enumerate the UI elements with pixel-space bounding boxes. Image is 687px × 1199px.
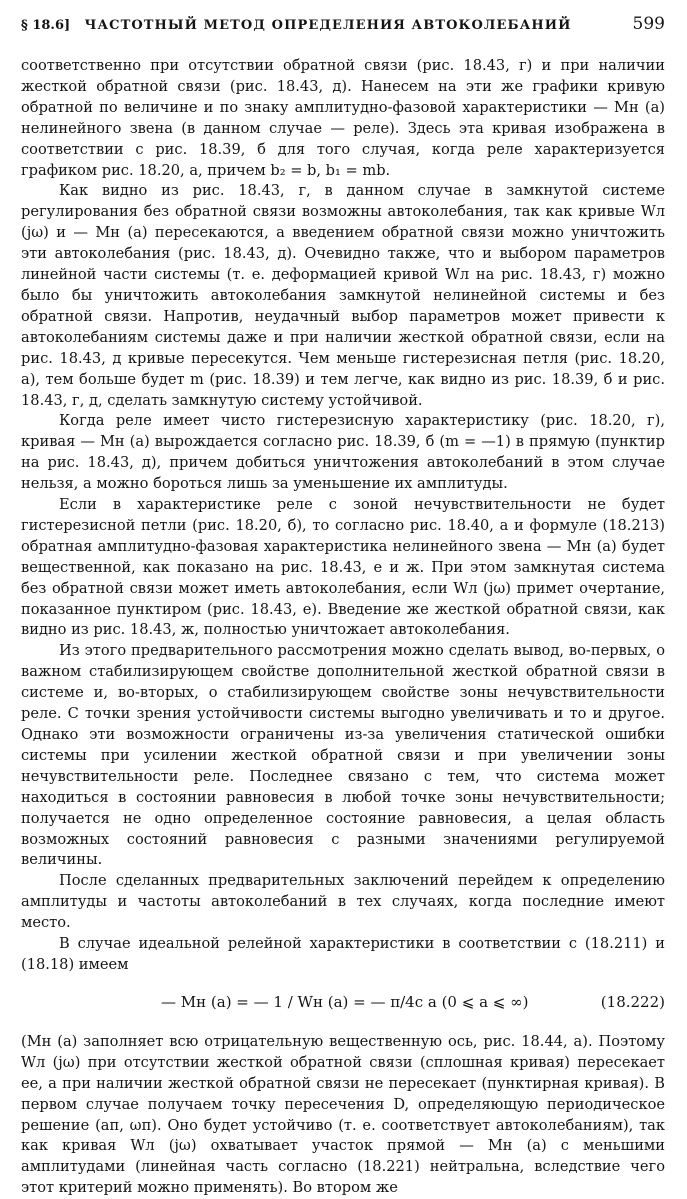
running-header bbox=[21, 14, 665, 56]
paragraph: В случае идеальной релейной характеристики в соответствии с (18.211) и (18.18) имеем bbox=[21, 935, 665, 973]
section-number: § 18.6] bbox=[21, 18, 71, 33]
display-equation bbox=[21, 978, 665, 1028]
body-text bbox=[21, 56, 665, 1199]
paragraph: соответственно при отсутствии обратной связи (рис. 18.43, г) и при наличии жесткой обратной связи (рис. 18.43, д). Нанесем на эти же графики кривую обратной по величине и по знаку амплитудно-фазовой характеристики — Mн (a) нелинейного звена (в данном случае — реле). Здесь эта кривая изображена в соответствии с рис. 18.39, б для того случая, когда реле характеризуется графиком рис. 18.20, а, причем b₂ = b, b₁ = mb. bbox=[21, 57, 665, 179]
page-number: 599 bbox=[632, 14, 665, 34]
chapter-title: ЧАСТОТНЫЙ МЕТОД ОПРЕДЕЛЕНИЯ АВТОКОЛЕБАНИЙ bbox=[84, 18, 572, 33]
equation-body: — Mн (a) = — 1 / Wн (a) = — π/4c a (0 ⩽ a ⩽ ∞) bbox=[161, 993, 529, 1012]
equation-number: (18.222) bbox=[600, 993, 665, 1012]
paragraph: (Mн (a) заполняет всю отрицательную вещественную ось, рис. 18.44, а). Поэтому Wл (jω) при отсутствии жесткой обратной связи (сплошная кривая) пересекает ее, а при наличии жесткой обратной связи не пересекает (пунктирная кривая). В первом случае получаем точку пересечения D, определяющую периодическое решение (aп, ωп). Оно будет устойчиво (т. е. соответствует автоколебаниям), так как кривая Wл (jω) охватывает участок прямой — Mн (a) с меньшими амплитудами (линейная часть согласно (18.221) нейтральна, вследствие чего этот критерий можно применять). Во втором же bbox=[21, 1032, 665, 1197]
paragraph: Если в характеристике реле с зоной нечувствительности не будет гистерезисной петли (рис. 18.20, б), то согласно рис. 18.40, а и формуле (18.213) обратная амплитудно-фазовая характеристика нелинейного звена — Mн (a) будет вещественной, как показано на рис. 18.43, е и ж. При этом замкнутая система без обратной связи может иметь автоколебания, если Wл (jω) примет очертание, показанное пунктиром (рис. 18.43, е). Введение же жесткой обратной связи, как видно из рис. 18.43, ж, полностью уничтожает автоколебания. bbox=[21, 496, 665, 639]
paragraph: Когда реле имеет чисто гистерезисную характеристику (рис. 18.20, г), кривая — Mн (a) вырождается согласно рис. 18.39, б (m = —1) в прямую (пунктир на рис. 18.43, д), причем добиться уничтожения автоколебаний в этом случае нельзя, а можно бороться лишь за уменьшение их амплитуды. bbox=[21, 412, 665, 493]
paragraph: Как видно из рис. 18.43, г, в данном случае в замкнутой системе регулирования без обратной связи возможны автоколебания, так как кривые Wл (jω) и — Mн (a) пересекаются, а введением обратной связи можно уничтожить эти автоколебания (рис. 18.43, д). Очевидно также, что и выбором параметров линейной части системы (т. е. деформацией кривой Wл на рис. 18.43, г) можно было бы уничтожить автоколебания замкнутой нелинейной системы и без обратной связи. Напротив, неудачный выбор параметров может привести к автоколебаниям системы даже и при наличии жесткой обратной связи, если на рис. 18.43, д кривые пересекутся. Чем меньше гистерезисная петля (рис. 18.20, а), тем больше будет m (рис. 18.39) и тем легче, как видно из рис. 18.39, б и рис. 18.43, г, д, сделать замкнутую систему устойчивой. bbox=[21, 182, 665, 409]
paragraph: Из этого предварительного рассмотрения можно сделать вывод, во-первых, о важном стабилизирующем свойстве дополнительной жесткой обратной связи в системе и, во-вторых, о стабилизирующем свойстве зоны нечувствительности реле. С точки зрения устойчивости системы выгодно увеличивать и то и другое. Однако эти возможности ограничены из-за увеличения статической ошибки системы при усилении жесткой обратной связи и при увеличении зоны нечувствительности реле. Последнее связано с тем, что система может находиться в состоянии равновесия в любой точке зоны нечувствительности; получается не одно определенное состояние равновесия, а целая область возможных состояний равновесия с разными значениями регулируемой величины. bbox=[21, 642, 665, 869]
paragraph: После сделанных предварительных заключений перейдем к определению амплитуды и частоты автоколебаний в тех случаях, когда последние имеют место. bbox=[21, 872, 665, 932]
